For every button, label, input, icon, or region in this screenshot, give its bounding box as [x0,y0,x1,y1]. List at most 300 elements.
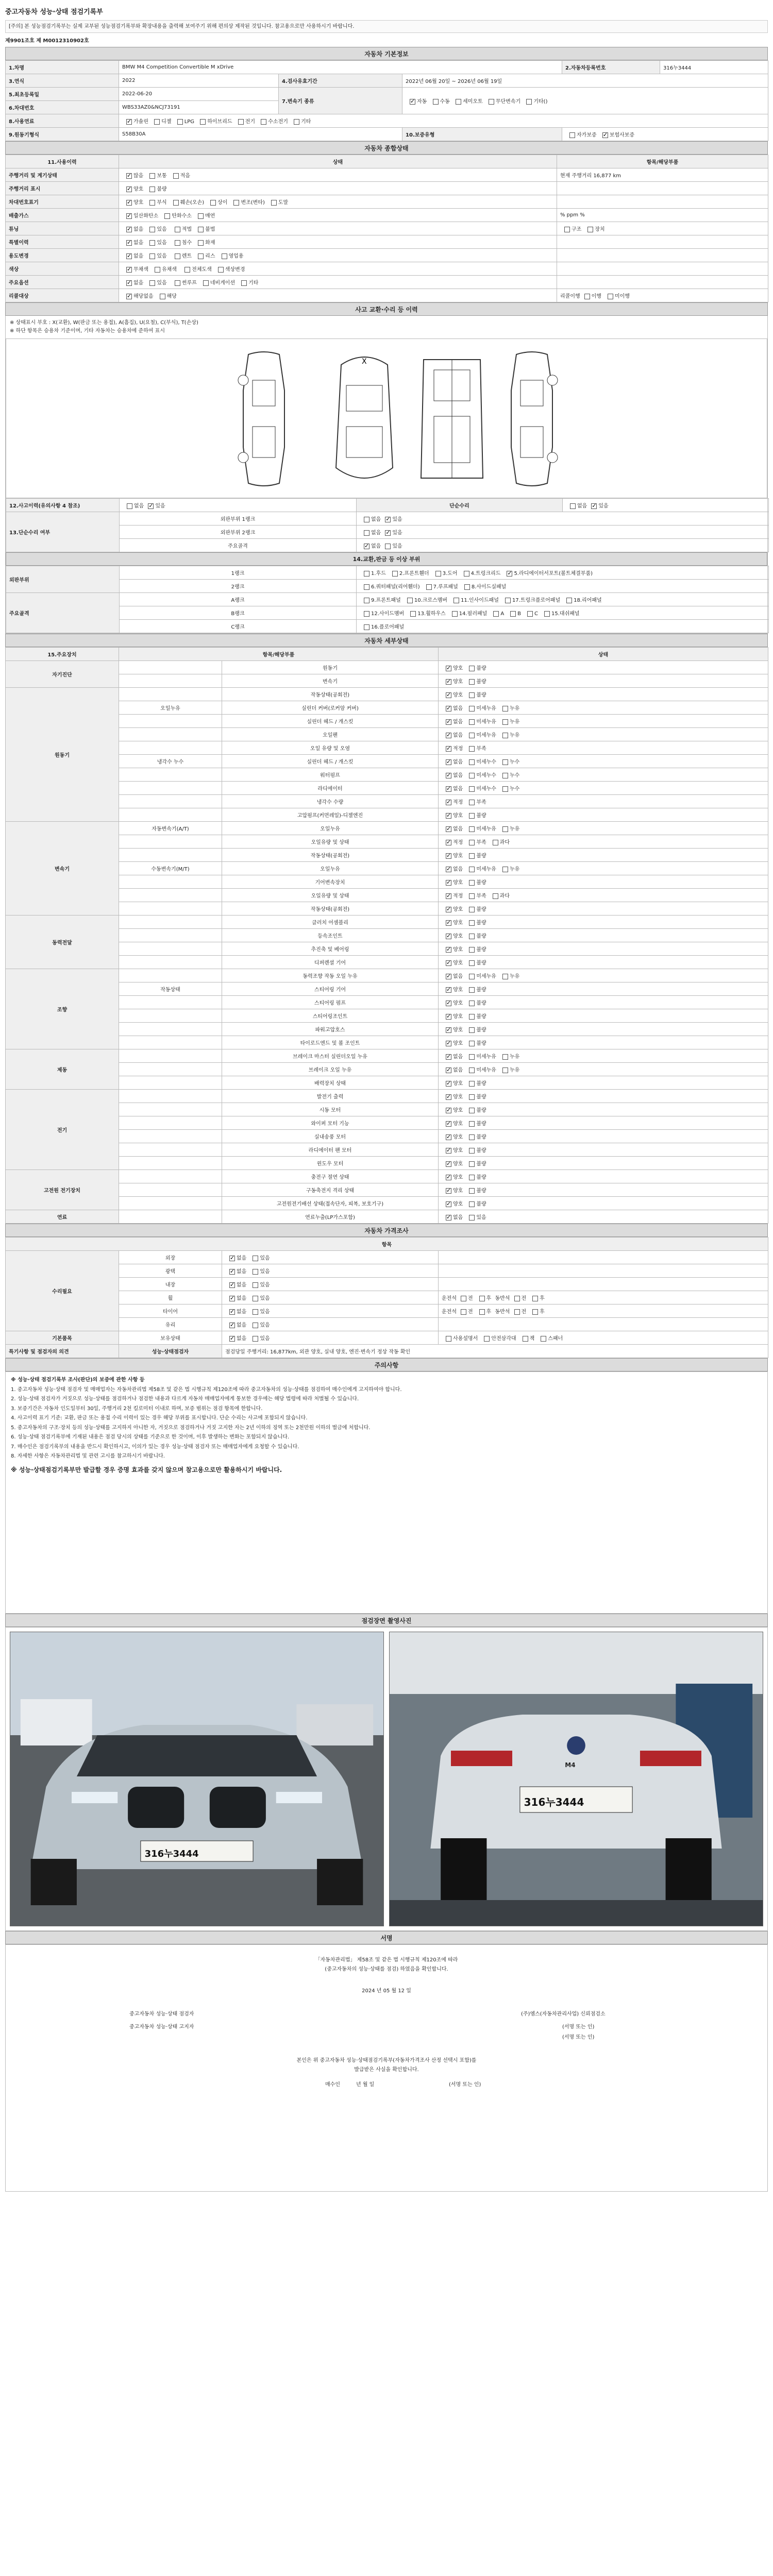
checkbox[interactable] [149,227,155,232]
checkbox[interactable] [149,187,155,192]
checkbox[interactable] [126,187,132,192]
detail-group-name: 변속기 [6,822,119,916]
checkbox[interactable] [544,611,550,617]
section-basic-info: 자동차 기본정보 [5,47,768,60]
checkbox[interactable] [469,786,475,792]
checkbox[interactable] [446,1148,451,1154]
checkbox[interactable] [241,280,247,286]
checkbox[interactable] [469,1014,475,1020]
checkbox[interactable] [446,1094,451,1100]
checkbox[interactable] [446,1201,451,1207]
checkbox[interactable] [469,1001,475,1006]
checkbox[interactable] [426,584,432,590]
checkbox[interactable] [591,503,597,509]
checkbox[interactable] [385,530,391,536]
checkbox[interactable] [510,611,516,617]
checkbox[interactable] [364,598,369,603]
option-label: 없음 [453,1054,463,1060]
checkbox[interactable] [446,759,451,765]
checkbox[interactable] [238,119,244,125]
checkbox[interactable] [446,666,451,671]
checkbox[interactable] [126,253,132,259]
model-badge: M4 [565,1761,576,1769]
checkbox[interactable] [469,1188,475,1194]
checkbox[interactable] [271,200,277,206]
document-title: 중고자동차 성능·상태 점검기록부 [5,8,103,16]
checkbox[interactable] [526,99,532,105]
checkbox[interactable] [364,517,369,522]
checkbox[interactable] [392,571,398,577]
detail-row [6,1170,768,1183]
checkbox[interactable] [469,1121,475,1127]
checkbox[interactable] [175,253,180,259]
checkbox[interactable] [469,1094,475,1100]
checkbox[interactable] [253,1296,258,1301]
checkbox[interactable] [446,920,451,926]
checkbox[interactable] [493,611,499,617]
checkbox[interactable] [564,227,570,232]
checkbox[interactable] [493,893,498,899]
option-label: 6.쿼터패널(리어휀더) [371,584,420,590]
checkbox[interactable] [505,598,511,603]
checkbox[interactable] [570,503,576,509]
option-label: 디젤 [161,119,172,125]
detail-sub [119,768,222,782]
notice-box: [주의] 본 성능점검기록부는 실제 교부된 성능점검기록부와 확장내용을 출력해 보여주기 위해 편의상 제작된 것입니다. 참고용으로만 사용하시기 바랍니다. [5,20,768,33]
checkbox[interactable] [177,119,183,125]
checkbox[interactable] [149,200,155,206]
position-label: 운전석 [442,1296,457,1301]
checkbox[interactable] [446,773,451,778]
section-appraisal: 자동차 가격조사 [5,1224,768,1237]
checkbox[interactable] [203,280,209,286]
checkbox[interactable] [446,746,451,752]
detail-row [6,688,768,701]
checkbox[interactable] [126,173,132,179]
checkbox[interactable] [469,947,475,953]
checkbox[interactable] [527,611,533,617]
checkbox[interactable] [261,119,266,125]
checkbox[interactable] [229,1296,235,1301]
checkbox[interactable] [446,1027,451,1033]
detail-row [6,1009,768,1023]
option-label: 있음 [157,240,167,246]
checkbox[interactable] [229,1309,235,1315]
checkbox[interactable] [453,598,459,603]
option-label: 하이브리드 [207,119,232,125]
checkbox[interactable] [469,853,475,859]
checkbox[interactable] [364,611,369,617]
checkbox[interactable] [502,773,508,778]
checkbox[interactable] [469,826,475,832]
checkbox[interactable] [469,800,475,805]
checkbox[interactable] [469,920,475,926]
checkbox[interactable] [461,1309,466,1315]
checkbox[interactable] [446,893,451,899]
detail-status [439,1116,768,1130]
checkbox[interactable] [469,1054,475,1060]
checkbox[interactable] [456,99,461,105]
checkbox[interactable] [584,294,590,299]
checkbox[interactable] [198,227,204,232]
detail-item: 오일누유 [222,822,439,835]
general-options [119,276,557,289]
checkbox[interactable] [446,800,451,805]
checkbox[interactable] [493,840,498,845]
checkbox[interactable] [126,294,132,299]
checkbox[interactable] [532,1309,538,1315]
car-front-image [10,1632,383,1926]
detail-status [439,862,768,875]
checkbox[interactable] [446,1175,451,1180]
checkbox[interactable] [446,880,451,886]
checkbox[interactable] [446,840,451,845]
detail-row [6,1036,768,1049]
detail-sub [119,808,222,822]
checkbox[interactable] [446,1134,451,1140]
checkbox[interactable] [479,1309,485,1315]
checkbox[interactable] [469,840,475,845]
option-label: 후 [486,1296,492,1301]
checkbox[interactable] [364,624,369,630]
checkbox[interactable] [294,119,299,125]
checkbox[interactable] [469,1175,475,1180]
general-row [6,195,768,209]
option-label: C [534,611,539,617]
checkbox[interactable] [469,759,475,765]
checkbox[interactable] [198,253,204,259]
general-right-label: % ppm % [560,212,585,218]
checkbox[interactable] [602,132,608,138]
front-plate: 316누3444 [144,1849,199,1860]
checkbox[interactable] [446,867,451,872]
detail-item: 충전구 절연 상태 [222,1170,439,1183]
checkbox[interactable] [469,773,475,778]
checkbox[interactable] [523,1336,528,1342]
general-right [557,249,768,262]
detail-item: 변속기 [222,674,439,688]
checkbox[interactable] [469,733,475,738]
checkbox[interactable] [469,960,475,966]
checkbox[interactable] [446,826,451,832]
checkbox[interactable] [149,280,155,286]
checkbox[interactable] [200,119,206,125]
detail-row [6,715,768,728]
checkbox[interactable] [229,1269,235,1275]
detail-item: 스티어링조인트 [222,1009,439,1023]
checkbox[interactable] [148,503,154,509]
checkbox[interactable] [569,132,575,138]
checkbox[interactable] [469,746,475,752]
checkbox[interactable] [446,1001,451,1006]
checkbox[interactable] [502,733,508,738]
checkbox[interactable] [507,571,512,577]
checkbox[interactable] [464,584,470,590]
checkbox[interactable] [469,1215,475,1221]
checkbox[interactable] [253,1309,258,1315]
detail-item: 실린더 커버(로커암 커버) [222,701,439,715]
checkbox[interactable] [126,200,132,206]
checkbox[interactable] [155,267,160,273]
dealer-signature[interactable]: (서명 또는 인) [562,2024,595,2030]
option-label: 일산화탄소 [133,213,159,219]
detail-status [439,1143,768,1157]
checkbox[interactable] [464,571,469,577]
option-label: 16.플로어패널 [371,624,405,630]
checkbox[interactable] [469,1161,475,1167]
checkbox[interactable] [410,611,416,617]
checkbox[interactable] [446,974,451,979]
checkbox[interactable] [126,267,132,273]
checkbox[interactable] [446,1041,451,1046]
option-label: 양호 [453,666,463,671]
checkbox[interactable] [446,1054,451,1060]
checkbox[interactable] [173,173,179,179]
checkbox[interactable] [469,867,475,872]
checkbox[interactable] [469,692,475,698]
checkbox[interactable] [446,934,451,939]
checkbox[interactable] [502,1067,508,1073]
checkbox[interactable] [502,786,508,792]
appraisal-row [6,1304,768,1318]
checkbox[interactable] [126,280,132,286]
checkbox[interactable] [446,679,451,685]
general-row [6,209,768,222]
checkbox[interactable] [364,571,369,577]
checkbox[interactable] [469,1027,475,1033]
checkbox[interactable] [469,987,475,993]
checkbox[interactable] [233,200,239,206]
section-general-status: 자동차 종합상태 [5,141,768,155]
checkbox[interactable] [608,294,613,299]
checkbox[interactable] [469,1148,475,1154]
option-label: 18.리어패널 [574,598,602,603]
inspector-signature[interactable]: (서명 또는 인) [562,2035,595,2040]
checkbox[interactable] [385,517,391,522]
checkbox[interactable] [446,1161,451,1167]
checkbox[interactable] [446,1067,451,1073]
checkbox[interactable] [446,1336,451,1342]
checkbox[interactable] [446,853,451,859]
checkbox[interactable] [127,503,132,509]
rank-table [6,566,769,633]
checkbox[interactable] [149,240,155,246]
checkbox[interactable] [253,1323,258,1328]
detail-item: 추진축 및 베어링 [222,942,439,956]
checkbox[interactable] [469,813,475,819]
detail-status [439,916,768,929]
detail-sub [119,956,222,969]
general-head-col1: 11.사용이력 [6,155,119,168]
checkbox[interactable] [410,99,415,105]
option-label: 스패너 [548,1336,563,1342]
rank-name: 1랭크 [120,566,357,580]
general-label: 용도변경 [6,249,119,262]
checkbox[interactable] [502,826,508,832]
checkbox[interactable] [446,947,451,953]
checkbox[interactable] [469,1108,475,1113]
option-label: 불량 [476,934,486,939]
checkbox[interactable] [446,907,451,912]
checkbox[interactable] [469,907,475,912]
checkbox[interactable] [154,119,160,125]
general-label: 주행거리 및 계기상태 [6,168,119,182]
checkbox[interactable] [446,1014,451,1020]
checkbox[interactable] [435,571,441,577]
checkbox[interactable] [126,240,132,246]
checkbox[interactable] [149,253,155,259]
checkbox[interactable] [446,1108,451,1113]
checkbox[interactable] [469,666,475,671]
checkbox[interactable] [514,1309,520,1315]
detail-row [6,982,768,996]
option-label: 없음 [453,867,463,872]
detail-status [439,822,768,835]
checkbox[interactable] [175,240,180,246]
checkbox[interactable] [446,1215,451,1221]
checkbox[interactable] [541,1336,546,1342]
checkbox[interactable] [184,267,190,273]
detail-sub [119,996,222,1009]
option-label: 3.도어 [442,571,458,577]
checkbox[interactable] [461,1296,466,1301]
checkbox[interactable] [175,280,180,286]
checkbox[interactable] [514,1296,520,1301]
checkbox[interactable] [253,1282,258,1288]
checkbox[interactable] [433,99,439,105]
option-label: 양호 [453,1014,463,1020]
checkbox[interactable] [502,867,508,872]
rank-items [357,606,769,620]
checkbox[interactable] [253,1256,258,1261]
checkbox[interactable] [469,706,475,711]
option-label: 있음 [157,280,167,286]
car-rear-image [390,1632,763,1926]
general-row [6,235,768,249]
checkbox[interactable] [484,1336,490,1342]
checkbox[interactable] [446,719,451,725]
checkbox[interactable] [126,227,132,232]
detail-status [439,1063,768,1076]
appraisal-row [6,1278,768,1291]
detail-item: 와이퍼 모터 기능 [222,1116,439,1130]
appraisal-item: 타이어 [119,1304,222,1318]
checkbox[interactable] [532,1296,538,1301]
checkbox[interactable] [479,1296,485,1301]
checkbox[interactable] [198,240,204,246]
option-label: 미세누유 [476,826,496,832]
option-label: 15.대쉬패널 [551,611,580,617]
detail-group-name: 원동기 [6,688,119,822]
checkbox[interactable] [446,786,451,792]
checkbox[interactable] [489,99,494,105]
detail-item: 냉각수 수량 [222,795,439,808]
checkbox[interactable] [160,294,165,299]
checkbox[interactable] [175,227,180,232]
checkbox[interactable] [253,1336,258,1342]
checkbox[interactable] [407,598,413,603]
checkbox[interactable] [502,974,508,979]
option-label: 양호 [453,1134,463,1140]
checkbox[interactable] [218,267,224,273]
checkbox[interactable] [446,1188,451,1194]
option-label: 미세누수 [476,786,496,792]
checkbox[interactable] [469,893,475,899]
checkbox[interactable] [364,584,369,590]
checkbox[interactable] [469,974,475,979]
checkbox[interactable] [149,173,155,179]
checkbox[interactable] [126,213,132,219]
checkbox[interactable] [566,598,572,603]
option-label: 불량 [476,1121,486,1127]
sign-text-1: 「자동차관리법」 제58조 및 같은 법 시행규칙 제120조에 따라 [315,1957,458,1963]
checkbox[interactable] [229,1256,235,1261]
label-fuel: 8.사용연료 [6,114,119,128]
checkbox[interactable] [198,213,204,219]
checkbox[interactable] [385,544,391,549]
checkbox[interactable] [446,987,451,993]
checkbox[interactable] [364,544,369,549]
checkbox[interactable] [469,1134,475,1140]
checkbox[interactable] [469,1041,475,1046]
checkbox[interactable] [469,934,475,939]
detail-row [6,741,768,755]
buyer-signature[interactable]: (서명 또는 인) [449,2082,481,2088]
checkbox[interactable] [502,759,508,765]
option-label: 미세누유 [476,974,496,979]
appraisal-row [6,1264,768,1278]
checkbox[interactable] [126,119,132,125]
checkbox[interactable] [469,880,475,886]
checkbox[interactable] [229,1323,235,1328]
checkbox[interactable] [452,611,458,617]
detail-row [6,916,768,929]
checkbox[interactable] [446,706,451,711]
general-label: 차대번호표기 [6,195,119,209]
checkbox[interactable] [446,733,451,738]
checkbox[interactable] [446,1121,451,1127]
checkbox[interactable] [446,813,451,819]
option-label: 양호 [453,1201,463,1207]
checkbox[interactable] [469,1201,475,1207]
checkbox[interactable] [469,1081,475,1087]
checkbox[interactable] [469,1067,475,1073]
checkbox[interactable] [173,200,179,206]
section-accident-history: 사고 교환·수리 등 이력 [5,302,768,316]
caution-notes [5,1371,768,1614]
checkbox[interactable] [253,1269,258,1275]
detail-sub [119,942,222,956]
checkbox[interactable] [502,719,508,725]
checkbox[interactable] [446,692,451,698]
option-label: 없음 [453,719,463,725]
checkbox[interactable] [164,213,170,219]
checkbox[interactable] [587,227,593,232]
checkbox[interactable] [222,253,227,259]
checkbox[interactable] [229,1282,235,1288]
checkbox[interactable] [446,1081,451,1087]
option-label: 화재 [205,240,215,246]
checkbox[interactable] [229,1336,235,1342]
checkbox[interactable] [502,1054,508,1060]
checkbox[interactable] [364,530,369,536]
checkbox[interactable] [469,679,475,685]
option-label: 없음 [453,1215,463,1221]
checkbox[interactable] [502,706,508,711]
checkbox[interactable] [446,960,451,966]
checkbox[interactable] [469,719,475,725]
checkbox[interactable] [210,200,216,206]
